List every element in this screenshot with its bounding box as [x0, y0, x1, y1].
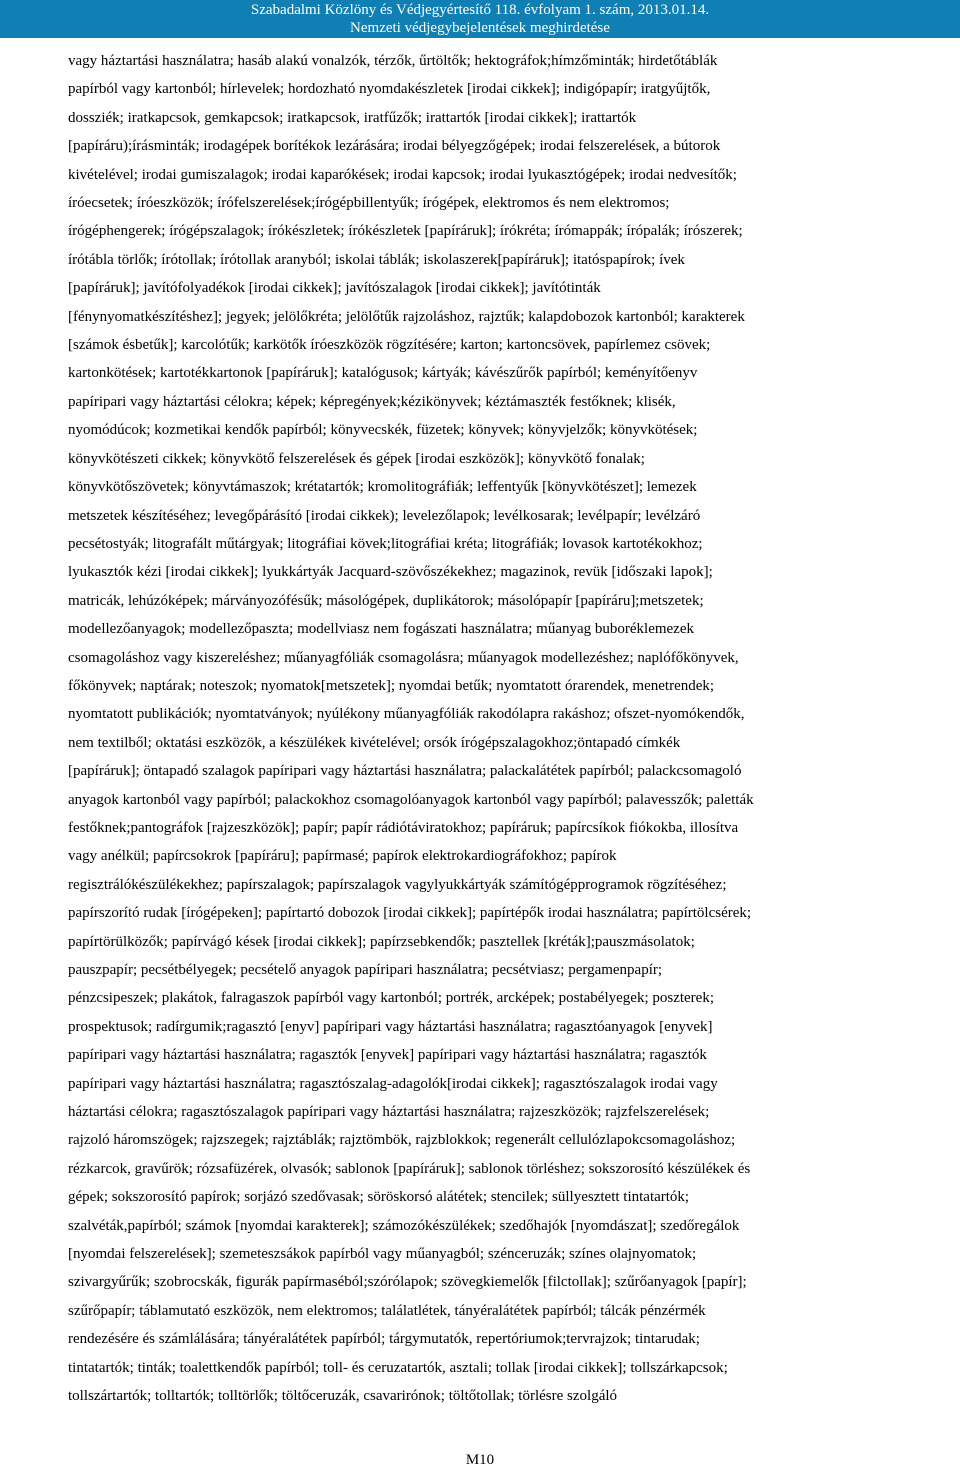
text-line: könyvkötőszövetek; könyvtámaszok; krétatartók; kromolitográfiák; leffentyűk [könyvkötészet]; lemezek: [68, 479, 697, 496]
text-line: vagy anélkül; papírcsokrok [papíráru]; papírmasé; papírok elektrokardiográfokhoz; papírok: [68, 848, 617, 865]
text-line: metszetek készítéséhez; levegőpárásító [irodai cikkek); levelezőlapok; levélkosarak; levélpapír; levélzáró: [68, 507, 701, 524]
text-line: gépek; sokszorosító papírok; sorjázó szedővasak; söröskorsó alátétek; stencilek; süllyesztett tintatartók;: [68, 1189, 690, 1206]
text-line: dossziék; iratkapcsok, gemkapcsok; iratkapcsok, iratfűzők; irattartók [irodai cikkek]; irattartók: [68, 109, 637, 126]
text-line: pauszpapír; pecsétbélyegek; pecsételő anyagok papíripari használatra; pecsétviasz; pergamenpapír;: [68, 962, 663, 978]
text-line: szűrőpapír; táblamutató eszközök, nem elektromos; találatlétek, tányéralátétek papírból; tálcák pénzérmék: [68, 1302, 706, 1319]
text-line: nyomtatott publikációk; nyomtatványok; nyúlékony műanyagfóliák rakodólapra rakáshoz; ofszet-nyomókendők,: [68, 706, 745, 723]
text-line: [papíráruk]; öntapadó szalagok papíripari vagy háztartási használatra; palackalátétek papírból; palackcsomagoló: [68, 763, 742, 780]
text-line: rendezésére és számlálására; tányéralátétek papírból; tárgymutatók, repertóriumok;tervrajzok; tintarudak;: [68, 1331, 700, 1348]
body-text: [68, 47, 908, 1411]
text-line: szalvéták,papírból; számok [nyomdai karakterek]; számozókészülékek; szedőhajók [nyomdászat]; szedőregálok: [68, 1217, 740, 1234]
page-number: M10: [465, 1452, 495, 1468]
text-line: nem textilből; oktatási eszközök, a készülékek kivételével; orsók írógépszalagokhoz;öntapadó címkék: [68, 734, 681, 751]
text-line: modellezőanyagok; modellezőpaszta; modellviasz nem fogászati használatra; műanyag buboréklemezek: [68, 621, 695, 638]
text-line: írótábla törlők; írótollak; írótollak aranyból; iskolai táblák; iskolaszerek[papíráruk]; itatóspapírok; ívek: [68, 251, 685, 268]
text-line: papírszorító rudak [írógépeken]; papírtartó dobozok [irodai cikkek]; papírtépők irodai használatra; papírtölcsérek;: [68, 905, 752, 922]
text-line: tollszártartók; tolltartók; tolltörlők; töltőceruzák, csavarirónok; töltőtollak; törlésre szolgáló: [68, 1388, 618, 1405]
text-line: vagy háztartási használatra; hasáb alakú vonalzók, térzők, űrtöltők; hektográfok;hímzőminták; hirdetőtáblák: [68, 53, 718, 69]
text-line: kartonkötések; kartotékkartonok [papíráruk]; katalógusok; kártyák; kávészűrők papírból; keményítőenyv: [68, 365, 698, 382]
text-line: rézkarcok, gravűrök; rózsafüzérek, olvasók; sablonok [papíráruk]; sablonok törléshez; sokszorosító készülékek és: [68, 1160, 751, 1177]
text-line: pecsétostyák; litografált műtárgyak; litográfiai kövek;litográfiai kréta; litográfiák; lovasok kartotékokhoz;: [68, 535, 703, 552]
text-line: írógéphengerek; írógépszalagok; írókészletek; írókészletek [papíráruk]; írókréta; írómappák; írópalák; írószerek;: [68, 223, 743, 240]
journal-header: [0, 0, 960, 38]
text-line: lyukasztók kézi [irodai cikkek]; lyukkártyák Jacquard-szövőszékekhez; magazinok, revük [időszaki lapok];: [68, 564, 713, 581]
text-line: anyagok kartonból vagy papírból; palackokhoz csomagolóanyagok kartonból vagy papírból; palavesszők; paletták: [68, 791, 754, 808]
text-line: háztartási célokra; ragasztószalagok papíripari vagy háztartási használatra; rajzeszközök; rajzfelszerelések;: [68, 1104, 710, 1121]
text-line: [papíráruk]; javítófolyadékok [irodai cikkek]; javítószalagok [irodai cikkek]; javítótinták: [68, 280, 601, 297]
text-line: szivargyűrűk; szobrocskák, figurák papírmaséból;szórólapok; szövegkiemelők [filctollak]; szűrőanyagok [papír];: [68, 1274, 747, 1291]
text-line: papíripari vagy háztartási célokra; képek; képregények;kézikönyvek; kéztámaszték festőknek; klisék,: [68, 393, 676, 410]
text-line: csomagoláshoz vagy kiszereléshez; műanyagfóliák csomagolásra; műanyagok modellezéshez; naplófőkönyvek,: [68, 649, 739, 666]
text-line: rajzoló háromszögek; rajzszegek; rajztáblák; rajztömbök, rajzblokkok; regenerált cellulózlapokcsomagoláshoz;: [68, 1132, 736, 1149]
text-line: papírból vagy kartonból; hírlevelek; hordozható nyomdakészletek [irodai cikkek]; indigópapír; iratgyűjtők,: [68, 81, 711, 98]
text-line: festőknek;pantográfok [rajzeszközök]; papír; papír rádiótáviratokhoz; papíráruk; papírcsíkok fiókokba, illosítva: [68, 819, 739, 836]
text-line: papírtörülközők; papírvágó kések [irodai cikkek]; papírzsebkendők; pasztellek [kréták];pauszmásolatok;: [68, 933, 695, 950]
text-line: nyomódúcok; kozmetikai kendők papírból; könyvecskék, füzetek; könyvek; könyvjelzők; könyvkötések;: [68, 422, 698, 439]
text-line: [számok ésbetűk]; karcolótűk; karkötők íróeszközök rögzítésére; karton; kartoncsövek, papírlemez csövek;: [68, 337, 711, 354]
text-line: íróecsetek; íróeszközök; írófelszerelések;írógépbillentyűk; írógépek, elektromos és nem elektromos;: [68, 195, 670, 212]
text-line: papíripari vagy háztartási használatra; ragasztószalag-adagolók[irodai cikkek]; ragasztószalagok irodai vagy: [68, 1075, 718, 1092]
text-line: [nyomdai felszerelések]; szemeteszsákok papírból vagy műanyagból; szénceruzák; színes olajnyomatok;: [68, 1246, 697, 1263]
text-line: könyvkötészeti cikkek; könyvkötő felszerelések és gépek [irodai eszközök]; könyvkötő fonalak;: [68, 450, 645, 467]
text-line: pénzcsipeszek; plakátok, falragaszok papírból vagy kartonból; portrék, arcképek; postabélyegek; poszterek;: [68, 990, 715, 1007]
text-line: kivételével; irodai gumiszalagok; irodai kaparókések; irodai kapcsok; irodai lyukasztógépek; irodai nedvesítők;: [68, 166, 737, 183]
section-title: Nemzeti védjegybejelentések meghirdetése: [350, 20, 610, 36]
text-line: [papíráru);írásminták; irodagépek borítékok lezárására; irodai bélyegzőgépek; irodai felszerelések, a bútorok: [68, 138, 721, 155]
text-line: matricák, lehúzóképek; márványozófésűk; másológépek, duplikátorok; másolópapír [papíráru];metszetek;: [68, 592, 704, 609]
text-line: prospektusok; radírgumik;ragasztó [enyv] papíripari vagy háztartási használatra; ragasztóanyagok [enyvek]: [68, 1018, 713, 1035]
text-line: papíripari vagy háztartási használatra; ragasztók [enyvek] papíripari vagy háztartási használatra; ragasztók: [68, 1047, 707, 1064]
journal-title: Szabadalmi Közlöny és Védjegyértesítő 118. évfolyam 1. szám, 2013.01.14.: [250, 2, 710, 18]
text-line: tintatartók; tinták; toalettkendők papírból; toll- és ceruzatartók, asztali; tollak [irodai cikkek]; tollszárkapcsok;: [68, 1359, 728, 1376]
text-line: regisztrálókészülékekhez; papírszalagok; papírszalagok vagylyukkártyák számítógépprogramok rögzítéséhez;: [68, 876, 727, 893]
text-line: [fénynyomatkészítéshez]; jegyek; jelölőkréta; jelölőtűk rajzoláshoz, rajztűk; kalapdobozok kartonból; karakterek: [68, 308, 745, 325]
text-line: főkönyvek; naptárak; noteszok; nyomatok[metszetek]; nyomdai betűk; nyomtatott órarendek, menetrendek;: [68, 677, 715, 694]
